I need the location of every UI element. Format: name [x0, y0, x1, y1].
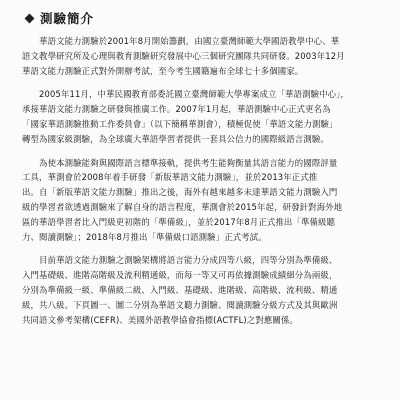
text-line: 「國家華語測驗推動工作委員會」（以下簡稱華測會），積極促使「華語文能力測驗」: [22, 118, 338, 129]
text-line: 出。自「新版華語文能力測驗」推出之後，海外有越來越多未達華語文能力測驗入門: [22, 187, 338, 198]
text-line: 入門基礎級、進階高階級及流利精通級，而每一等又可再依據測驗成績細分為兩級，: [22, 270, 338, 281]
text-line: 為使本測驗能夠與國際語言標準接軌，提供考生能夠衡量其語言能力的國際評量: [22, 157, 338, 168]
text-line: 區的華語學習者比入門級更初階的「準備級」，並於2017年8月正式推出「準備級聽: [22, 216, 336, 227]
text-line: 分別為準備級一級、準備級二級、入門級、基礎級、進階級、高階級、流利級、精通: [22, 284, 338, 295]
text-line: 力、閱讀測驗」；2018年8月推出「準備級口語測驗」正式考試。: [22, 231, 267, 242]
paragraph-levels: [22, 253, 378, 327]
text-line: 語文教學研究所及心理與教育測驗研究發展中心三個研究團隊共同研發。2003年12月: [22, 50, 345, 61]
paragraph-new-version: [22, 156, 378, 245]
diamond-bullet-icon: [25, 13, 35, 23]
text-line: 華語文能力測驗正式對外開辦考試，至今考生國籍遍布全球七十多個國家。: [22, 65, 304, 76]
text-line: 承接華語文能力測驗之研發與推廣工作。2007年1月起，華語測驗中心正式更名為: [22, 104, 331, 115]
text-line: 級，共八級。下頁圖一、圖二分別為華語文聽力測驗、閱讀測驗分級方式及其與歐洲: [22, 299, 338, 310]
text-line: 2005年11月，中華民國教育部委託國立臺灣師範大學專案成立「華語測驗中心」，: [22, 89, 350, 100]
text-line: 工具，華測會於2008年着手研發「新版華語文能力測驗」，並於2013年正式推: [22, 172, 318, 183]
text-line: 轉型為國家級測驗，為全球廣大華語學習者提供一套具公信力的國際級語言測驗。: [22, 133, 329, 144]
text-line: 共同語文參考架構(CEFR)、美國外語教學協會指標(ACTFL)之對應關係。: [22, 314, 298, 325]
text-line: 華語文能力測驗於2001年8月開始籌劃，由國立臺灣師範大學國語教學中心、華: [22, 36, 340, 46]
text-line: 級的學習者欲透過測驗來了解自身的語言程度，華測會於2015年起，研發針對海外地: [22, 201, 343, 212]
section-title: 測驗簡介: [40, 11, 95, 26]
section-heading: [26, 8, 378, 28]
paragraph-committee: [22, 87, 378, 146]
text-line: 目前華語文能力測驗之測驗架構將語言能力分成四等八級，四等分別為準備級、: [22, 255, 338, 266]
paragraph-history: [22, 34, 378, 78]
